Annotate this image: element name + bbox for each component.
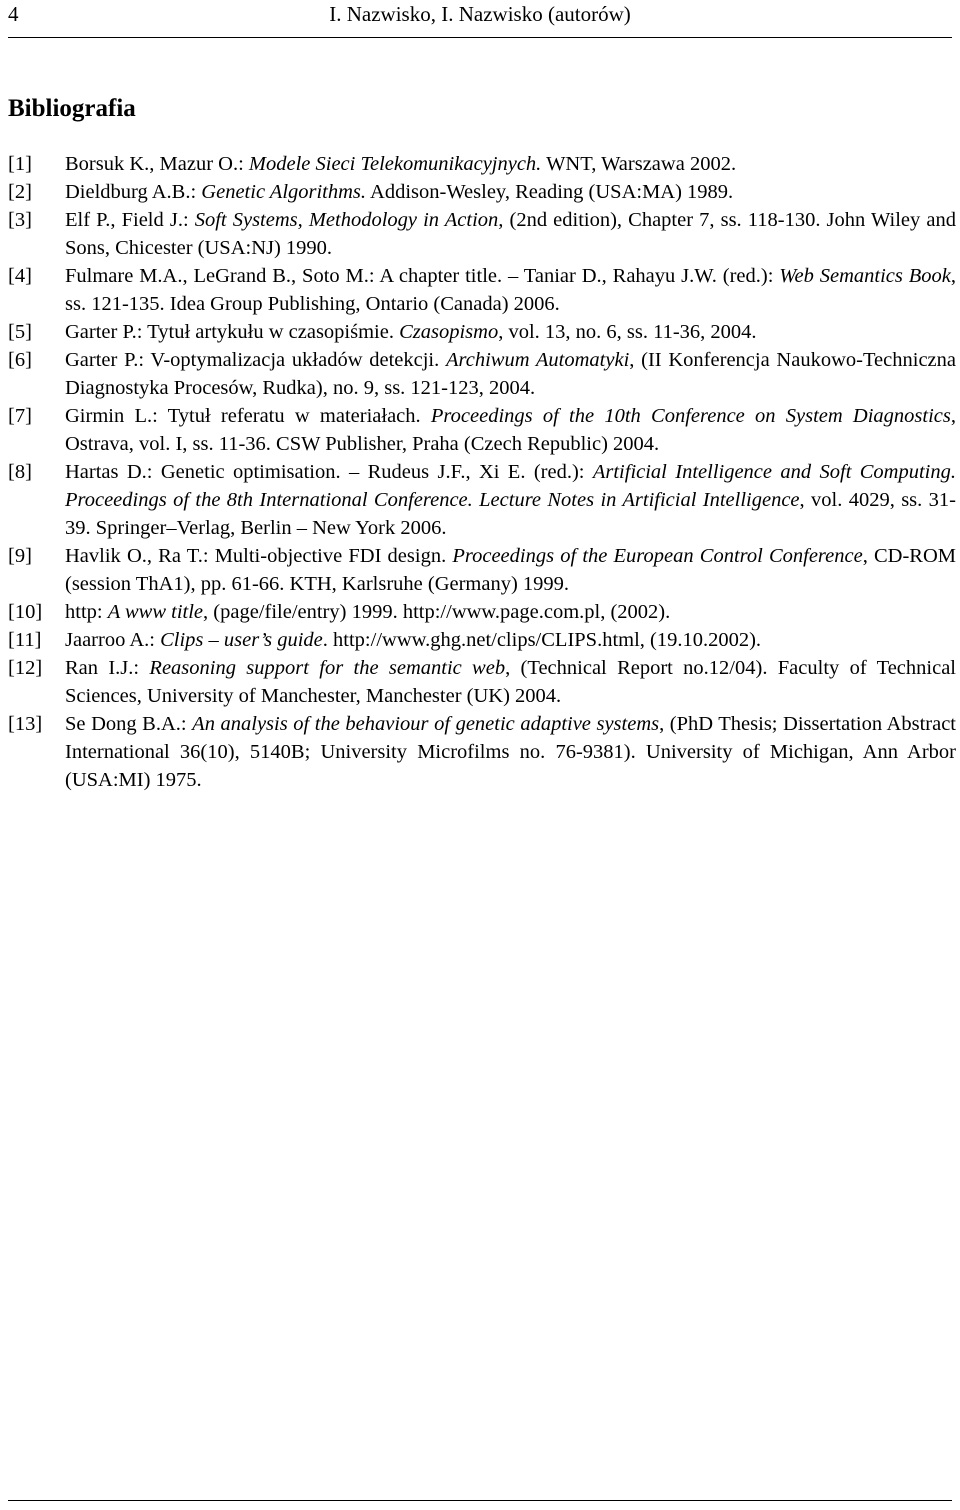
page-number: 4 — [8, 2, 19, 26]
reference-title: A www title — [107, 601, 204, 623]
reference-number: [11] — [8, 629, 42, 651]
reference-text: Garter P.: V-optymalizacja układów detekcji. — [65, 349, 447, 371]
reference-item — [8, 178, 956, 206]
reference-title: Web Semantics Book — [779, 265, 951, 287]
reference-text: Borsuk K., Mazur O.: — [65, 153, 249, 175]
reference-title: Modele Sieci Telekomunikacyjnych. — [248, 153, 542, 175]
header-divider — [8, 37, 952, 38]
reference-title: Archiwum Automatyki — [446, 349, 630, 371]
reference-number: [4] — [8, 265, 32, 287]
reference-text: , (PhD Thesis; Dissertation Abstract International 36(10), 5140B; University Microfilms no. 76-9381). University of Michigan, Ann Arbor (USA:MI) 1975. — [65, 713, 956, 791]
reference-text: Elf P., Field J.: — [65, 209, 195, 231]
reference-number: [8] — [8, 461, 32, 483]
reference-text: Se Dong B.A.: — [65, 713, 193, 735]
reference-number: [13] — [8, 713, 43, 735]
reference-item — [8, 710, 956, 794]
footer-divider — [8, 1500, 952, 1501]
reference-title: Artificial Intelligence and Soft Computing. Proceedings of the 8th International Conference. Lecture Notes in Artificial Intelligence — [65, 461, 956, 511]
reference-text: , Ostrava, vol. I, ss. 11-36. CSW Publisher, Praha (Czech Republic) 2004. — [65, 405, 956, 455]
reference-title: An analysis of the behaviour of genetic adaptive systems — [192, 713, 660, 735]
reference-text: , ss. 121-135. Idea Group Publishing, Ontario (Canada) 2006. — [65, 265, 956, 315]
reference-item — [8, 458, 956, 542]
reference-text: , (page/file/entry) 1999. http://www.page.com.pl, (2002). — [203, 601, 671, 623]
reference-item — [8, 318, 956, 346]
reference-number: [10] — [8, 601, 43, 623]
reference-title: Soft Systems, Methodology in Action, — [194, 209, 504, 231]
reference-text: Girmin L.: Tytuł referatu w materiałach. — [65, 405, 431, 427]
reference-text: . http://www.ghg.net/clips/CLIPS.html, (19.10.2002). — [322, 629, 762, 651]
reference-text: Dieldburg A.B.: — [65, 181, 202, 203]
reference-number: [1] — [8, 153, 32, 175]
reference-number: [6] — [8, 349, 32, 371]
running-title: I. Nazwisko, I. Nazwisko (autorów) — [329, 2, 631, 26]
reference-item — [8, 402, 956, 458]
reference-item — [8, 150, 956, 178]
reference-title: Clips – user’s guide — [160, 629, 323, 651]
reference-text: , (Technical Report no.12/04). Faculty of Technical Sciences, University of Manchester, Manchester (UK) 2004. — [65, 657, 956, 707]
reference-item — [8, 206, 956, 262]
reference-item — [8, 542, 956, 598]
reference-title: Czasopismo — [399, 321, 499, 343]
reference-item — [8, 598, 956, 626]
reference-number: [7] — [8, 405, 32, 427]
reference-item — [8, 654, 956, 710]
reference-number: [3] — [8, 209, 32, 231]
reference-text: , CD-ROM (session ThA1), pp. 61-66. KTH, Karlsruhe (Germany) 1999. — [65, 545, 956, 595]
reference-title: Proceedings of the 10th Conference on System Diagnostics — [430, 405, 951, 427]
reference-item — [8, 346, 956, 402]
reference-text: , vol. 13, no. 6, ss. 11-36, 2004. — [498, 321, 757, 343]
reference-number: [12] — [8, 657, 43, 679]
reference-number: [9] — [8, 545, 32, 567]
reference-list — [8, 150, 956, 794]
reference-title: Proceedings of the European Control Conference — [452, 545, 863, 567]
reference-text: Jaarroo A.: — [65, 629, 161, 651]
reference-text: , (II Konferencja Naukowo-Techniczna Diagnostyka Procesów, Rudka), no. 9, ss. 121-123, 2004. — [65, 349, 956, 399]
reference-text: (2nd edition), Chapter 7, ss. 118-130. John Wiley and Sons, Chicester (USA:NJ) 1990. — [65, 209, 956, 259]
reference-title: Reasoning support for the semantic web — [149, 657, 506, 679]
reference-text: Garter P.: Tytuł artykułu w czasopiśmie. — [65, 321, 400, 343]
reference-text: Addison-Wesley, Reading (USA:MA) 1989. — [366, 181, 734, 203]
reference-text: WNT, Warszawa 2002. — [541, 153, 737, 175]
reference-title: Genetic Algorithms. — [201, 181, 367, 203]
reference-text: , vol. 4029, ss. 31-39. Springer–Verlag, Berlin – New York 2006. — [65, 489, 956, 539]
reference-number: [5] — [8, 321, 32, 343]
reference-text: Ran I.J.: — [65, 657, 150, 679]
reference-text: Hartas D.: Genetic optimisation. – Rudeus J.F., Xi E. (red.): — [65, 461, 593, 483]
reference-text: Fulmare M.A., LeGrand B., Soto M.: A chapter title. – Taniar D., Rahayu J.W. (red.): — [65, 265, 780, 287]
reference-item — [8, 262, 956, 318]
reference-item — [8, 626, 956, 654]
reference-number: [2] — [8, 181, 32, 203]
bibliography-heading: Bibliografia — [8, 95, 136, 122]
reference-text: Havlik O., Ra T.: Multi-objective FDI design. — [65, 545, 453, 567]
reference-text: http: — [65, 601, 108, 623]
page-header — [8, 2, 952, 34]
